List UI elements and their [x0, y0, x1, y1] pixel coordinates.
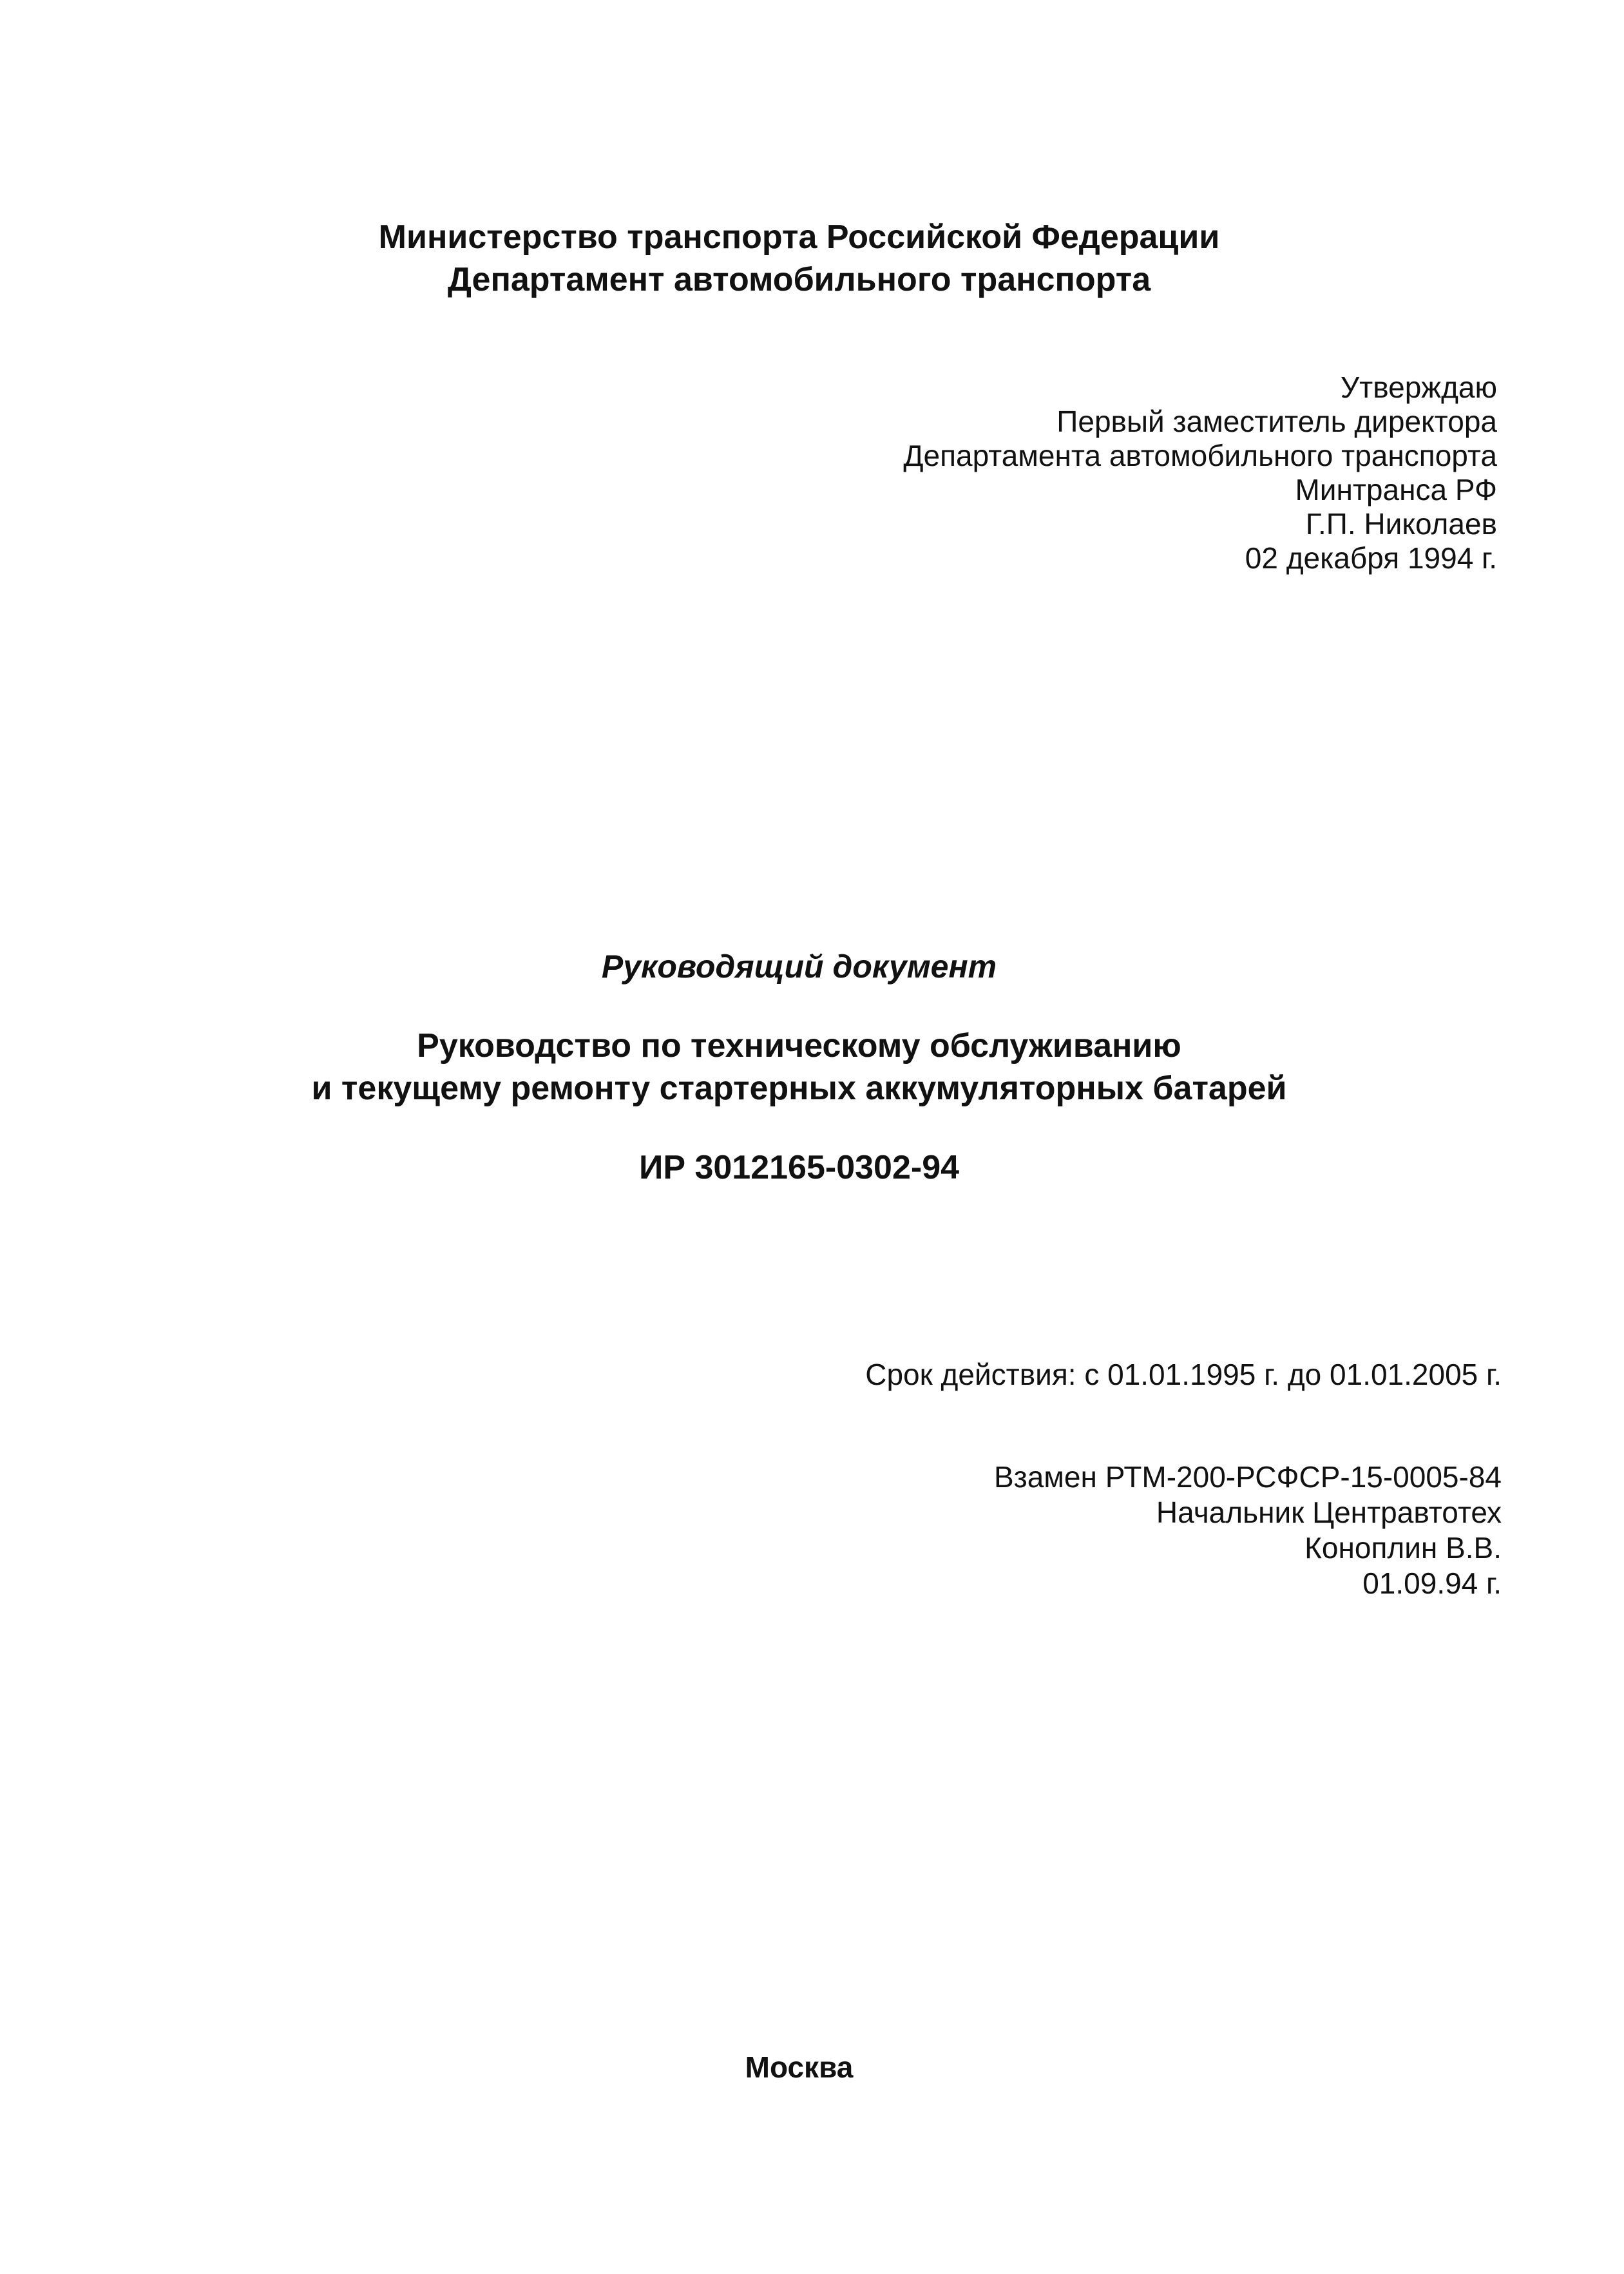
- ministry-name: Министерство транспорта Российской Федерации: [378, 218, 1220, 256]
- document-code: ИР 3012165-0302-94: [638, 1149, 960, 1186]
- department-name: Департамент автомобильного транспорта: [447, 261, 1151, 298]
- document-title-line: и текущему ремонту стартерных аккумуляторных батарей: [311, 1070, 1287, 1107]
- document-type: Руководящий документ: [601, 949, 997, 985]
- replaces-line: Начальник Центравтотех: [1156, 1496, 1502, 1529]
- replaces-block: [994, 1460, 1502, 1601]
- document-title: [0, 1025, 1624, 1110]
- approval-line: Департамента автомобильного транспорта: [903, 439, 1497, 472]
- replaces-line: Взамен РТМ-200-РСФСР-15-0005-84: [993, 1460, 1502, 1494]
- validity-period: Срок действия: с 01.01.1995 г. до 01.01.2005 г.: [865, 1358, 1502, 1391]
- approval-line: Минтранса РФ: [1295, 473, 1497, 506]
- replaces-date: 01.09.94 г.: [1362, 1566, 1502, 1600]
- approval-line: Первый заместитель директора: [1056, 405, 1497, 438]
- approval-line: Утверждаю: [1340, 371, 1497, 404]
- approval-block: [903, 371, 1497, 575]
- publication-city: Москва: [745, 2050, 854, 2084]
- replaces-line: Коноплин В.В.: [1304, 1531, 1502, 1565]
- ministry-header: [0, 216, 1624, 301]
- approval-signer: Г.П. Николаев: [1305, 507, 1497, 541]
- approval-date: 02 декабря 1994 г.: [1245, 541, 1497, 575]
- document-title-line: Руководство по техническому обслуживанию: [417, 1027, 1181, 1065]
